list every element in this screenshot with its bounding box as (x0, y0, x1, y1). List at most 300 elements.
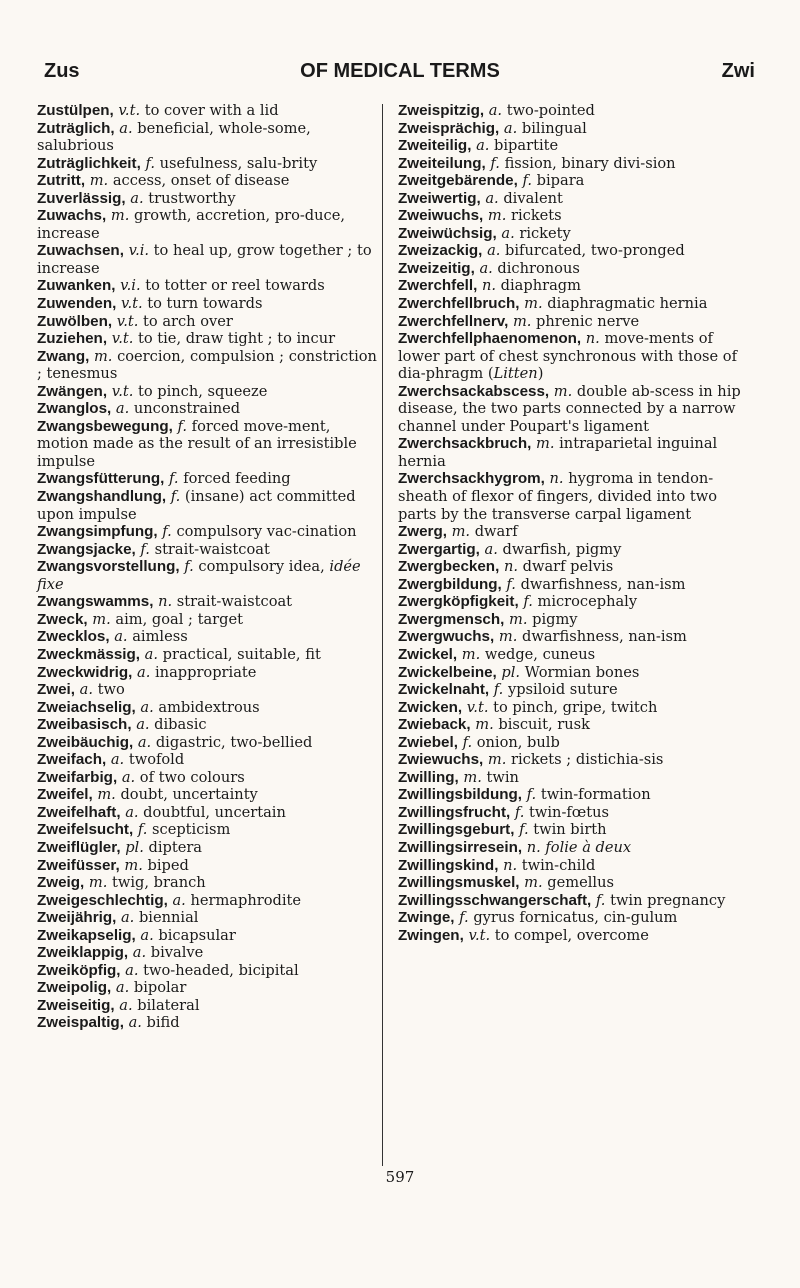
entry-definition: intraparietal inguinal hernia (398, 435, 718, 470)
dictionary-entry (37, 839, 382, 857)
page-title: OF MEDICAL TERMS (300, 60, 500, 82)
entry-definition: bifid (141, 1014, 180, 1032)
entry-part-of-speech: a. (125, 803, 139, 821)
entry-headword: Zweifüsser, (37, 856, 120, 874)
dictionary-entry (398, 874, 743, 892)
entry-part-of-speech: f. (169, 470, 179, 488)
page-number: 597 (385, 1168, 415, 1186)
entry-headword: Zweizeitig, (398, 259, 475, 277)
entry-definition: rickets ; distichia-sis (506, 751, 664, 769)
entry-headword: Zwerchfellphaenomenon, (398, 330, 582, 348)
dictionary-entry (37, 874, 382, 892)
entry-definition: two-pointed (502, 102, 595, 119)
entry-definition: access, onset of disease (108, 172, 290, 190)
entry-part-of-speech: m. (461, 645, 481, 663)
entry-definition: Wormian bones (520, 663, 640, 681)
entry-headword: Zweiwuchs, (398, 207, 484, 225)
entry-part-of-speech: a. (132, 944, 147, 962)
entry-part-of-speech: a. (79, 681, 93, 699)
entry-definition: bipara (532, 172, 585, 190)
entry-headword: Zwillingsgeburt, (398, 821, 515, 839)
entry-definition: onion, bulb (472, 733, 560, 751)
entry-part-of-speech: a. (144, 645, 158, 663)
right-guide-word: Zwi (721, 60, 755, 82)
entry-headword: Zweiseitig, (37, 996, 115, 1014)
dictionary-entry (398, 734, 743, 752)
entry-headword: Zweiachselig, (37, 698, 136, 716)
dictionary-entry (37, 681, 382, 699)
entry-headword: Zwergköpfigkeit, (398, 593, 519, 611)
entry-headword: Zuwachsen, (37, 242, 124, 260)
dictionary-entry (398, 470, 743, 523)
entry-part-of-speech: a. (503, 119, 518, 137)
entry-definition: twin pregnancy (605, 891, 726, 909)
dictionary-entry (398, 242, 743, 260)
entry-part-of-speech: pl. (501, 663, 521, 681)
entry-part-of-speech: a. (140, 698, 154, 716)
entry-definition: beneficial, whole-some, salubrious (37, 119, 311, 155)
entry-headword: Zuwachs, (37, 207, 107, 225)
dictionary-entry (398, 120, 743, 138)
entry-definition: double ab-scess in hip disease, the two parts connected by a narrow channel under Poupart's ligament (398, 382, 741, 435)
entry-part-of-speech: n. (158, 593, 173, 611)
dictionary-entry (37, 190, 382, 208)
dictionary-entry (37, 909, 382, 927)
dictionary-entry (398, 383, 743, 436)
entry-part-of-speech: pl. (125, 838, 144, 856)
entry-definition: doubtful, uncertain (138, 803, 286, 821)
dictionary-entry (398, 102, 743, 120)
entry-definition: ypsiloid suture (503, 681, 618, 699)
entry-definition: microcephaly (532, 593, 638, 611)
entry-headword: Zweck, (37, 610, 88, 628)
entry-part-of-speech: m. (508, 610, 528, 628)
entry-definition: to totter or reel towards (140, 277, 325, 295)
dictionary-entry (398, 927, 743, 945)
dictionary-entry (37, 997, 382, 1015)
entry-part-of-speech: a. (114, 628, 128, 646)
entry-headword: Zweibäuchig, (37, 733, 134, 751)
dictionary-entry (37, 786, 382, 804)
entry-part-of-speech: f. (514, 803, 525, 821)
entry-definition: dibasic (149, 716, 207, 734)
entry-definition: dwarf (470, 523, 518, 541)
entry-part-of-speech: m. (463, 768, 482, 786)
entry-part-of-speech: f. (459, 909, 469, 927)
entry-headword: Zwillingsbildung, (398, 786, 523, 804)
entry-part-of-speech: m. (475, 716, 494, 734)
entry-part-of-speech: v.t. (120, 295, 143, 313)
dictionary-entry (37, 207, 382, 242)
entry-definition: wedge, cuneus (480, 645, 596, 663)
entry-definition: biscuit, rusk (493, 716, 590, 734)
entry-definition: to cover with a lid (140, 102, 279, 119)
entry-headword: Zweifach, (37, 751, 107, 769)
entry-definition: diaphragmatic hernia (542, 295, 708, 313)
entry-part-of-speech: v.i. (128, 242, 150, 260)
entry-part-of-speech: a. (119, 996, 133, 1014)
entry-definition: diptera (143, 838, 203, 856)
entry-part-of-speech: n. (481, 277, 497, 295)
entry-headword: Zweifelsucht, (37, 821, 134, 839)
entry-headword: Zweisprächig, (398, 119, 500, 137)
entry-headword: Zweifel, (37, 786, 93, 804)
dictionary-entry (398, 260, 743, 278)
entry-part-of-speech: m. (89, 172, 109, 190)
entry-part-of-speech: a. (121, 768, 136, 786)
entry-headword: Zwangsfütterung, (37, 470, 165, 488)
entry-definition: bipartite (489, 137, 559, 155)
dictionary-entry (398, 137, 743, 155)
entry-italic-term: idée fixe (37, 558, 361, 593)
entry-part-of-speech: f. (523, 593, 533, 611)
entry-definition: to compel, overcome (490, 926, 649, 944)
entry-part-of-speech: a. (487, 242, 501, 260)
entry-part-of-speech: v.t. (118, 102, 141, 119)
entry-definition: phrenic nerve (531, 312, 640, 330)
entry-part-of-speech: m. (124, 856, 143, 874)
entry-definition: hermaphrodite (185, 891, 302, 909)
entry-definition: dichronous (492, 259, 580, 277)
entry-definition: twin-formation (536, 786, 651, 804)
entry-headword: Zwieback, (398, 716, 471, 734)
dictionary-entry (37, 821, 382, 839)
dictionary-entry (37, 769, 382, 787)
entry-part-of-speech: m. (88, 874, 108, 892)
entry-headword: Zuverlässig, (37, 189, 126, 207)
dictionary-entry (37, 541, 382, 559)
entry-headword: Zweig, (37, 874, 85, 892)
entry-definition: move-ments of lower part of chest synchronous with those of dia-phragm ( (398, 330, 737, 383)
dictionary-entry (398, 558, 743, 576)
entry-part-of-speech: m. (110, 207, 130, 225)
dictionary-entry (37, 295, 382, 313)
dictionary-entry (398, 225, 743, 243)
entry-part-of-speech: a. (501, 224, 515, 242)
dictionary-entry (398, 277, 743, 295)
dictionary-entry (398, 786, 743, 804)
entry-definition: of two colours (135, 768, 245, 786)
dictionary-entry (398, 716, 743, 734)
entry-headword: Zwiewuchs, (398, 751, 484, 769)
dictionary-entry (37, 857, 382, 875)
entry-definition: aimless (127, 628, 188, 646)
entry-definition: aim, goal ; target (110, 610, 243, 628)
entry-definition: hygroma in tendon-sheath of flexor of fingers, divided into two parts by the transverse carpal ligament (398, 470, 718, 523)
entry-definition-tail: ) (537, 365, 544, 383)
entry-definition: digastric, two-bellied (151, 733, 313, 751)
entry-headword: Zwinge, (398, 909, 455, 927)
dictionary-entry (37, 944, 382, 962)
entry-definition: (insane) act committed upon impulse (37, 488, 356, 523)
dictionary-entry (398, 751, 743, 769)
dictionary-entry (37, 1014, 382, 1032)
entry-headword: Zuziehen, (37, 330, 108, 348)
entry-headword: Zwerchsackabscess, (398, 382, 550, 400)
entry-part-of-speech: a. (488, 102, 503, 119)
entry-headword: Zweiteilig, (398, 137, 472, 155)
entry-part-of-speech: m. (451, 523, 471, 541)
entry-headword: Zweiwüchsig, (398, 224, 497, 242)
entry-headword: Zwickelbeine, (398, 663, 497, 681)
dictionary-entry (37, 716, 382, 734)
entry-definition: rickety (514, 224, 571, 242)
entry-part-of-speech: v.t. (468, 926, 491, 944)
dictionary-entry (37, 470, 382, 488)
dictionary-entry (37, 927, 382, 945)
dictionary-entry (398, 313, 743, 331)
entry-definition: to pinch, gripe, twitch (488, 698, 658, 716)
entry-part-of-speech: f. (162, 523, 172, 541)
entry-headword: Zwingen, (398, 926, 464, 944)
entry-headword: Zweifarbig, (37, 768, 118, 786)
entry-headword: Zuträglichkeit, (37, 154, 141, 172)
column-divider (382, 104, 383, 1166)
entry-definition: forced move-ment, motion made as the result of an irresistible impulse (37, 417, 357, 470)
entry-headword: Zutritt, (37, 172, 86, 190)
dictionary-entry (398, 435, 743, 470)
entry-headword: Zuträglich, (37, 119, 115, 137)
entry-definition: to turn towards (142, 295, 263, 313)
entry-definition: coercion, compulsion ; constriction ; tenesmus (37, 347, 377, 383)
entry-definition: scepticism (147, 821, 231, 839)
entry-headword: Zwillingsirresein, (398, 838, 523, 856)
entry-headword: Zweiflügler, (37, 838, 121, 856)
running-head (0, 60, 800, 86)
entry-part-of-speech: f. (170, 488, 181, 506)
entry-part-of-speech: a. (115, 979, 130, 997)
dictionary-entry (398, 646, 743, 664)
entry-definition: two-headed, bicipital (138, 961, 299, 979)
entry-headword: Zwergbildung, (398, 575, 502, 593)
entry-definition: bicapsular (153, 926, 236, 944)
entry-definition: gyrus fornicatus, cin-gulum (468, 909, 678, 927)
dictionary-entry (398, 664, 743, 682)
dictionary-entry (37, 664, 382, 682)
entry-definition: bipolar (129, 979, 187, 997)
entry-headword: Zwangsbewegung, (37, 417, 173, 435)
entry-definition: strait-waistcoat (172, 593, 293, 611)
entry-definition: strait-waistcoat (149, 540, 270, 558)
dictionary-entry (398, 523, 743, 541)
dictionary-entry (398, 207, 743, 225)
dictionary-entry (398, 892, 743, 910)
entry-headword: Zwangsvorstellung, (37, 558, 180, 576)
entry-definition: forced feeding (178, 470, 291, 488)
entry-definition: growth, accretion, pro-duce, increase (37, 207, 346, 242)
dictionary-entry (398, 699, 743, 717)
entry-part-of-speech: a. (137, 663, 151, 681)
entry-headword: Zwerchfell, (398, 277, 478, 295)
dictionary-entry (398, 909, 743, 927)
entry-part-of-speech: m. (536, 435, 555, 453)
dictionary-entry (37, 699, 382, 717)
entry-part-of-speech: a. (140, 926, 154, 944)
entry-headword: Zwickel, (398, 645, 458, 663)
entry-headword: Zwang, (37, 347, 90, 365)
dictionary-entry (398, 611, 743, 629)
entry-italic-term: folie à deux (545, 838, 632, 856)
entry-part-of-speech: a. (484, 540, 498, 558)
entry-part-of-speech: a. (476, 137, 490, 155)
entry-headword: Zwergmensch, (398, 610, 505, 628)
entry-headword: Zuwanken, (37, 277, 116, 295)
dictionary-entry (398, 330, 743, 383)
entry-part-of-speech: f. (145, 154, 155, 172)
entry-part-of-speech: n. (526, 838, 541, 856)
entry-definition: dwarfishness, nan-ism (517, 628, 687, 646)
entry-part-of-speech: m. (93, 347, 113, 365)
dictionary-entry (37, 488, 382, 523)
dictionary-entry (37, 646, 382, 664)
entry-part-of-speech: f. (526, 786, 537, 804)
entry-definition: trustworthy (143, 189, 236, 207)
entry-part-of-speech: m. (498, 628, 518, 646)
entry-definition: rickets (506, 207, 562, 225)
entry-headword: Zwangsjacke, (37, 540, 136, 558)
entry-definition: bilingual (517, 119, 587, 137)
entry-headword: Zweijährig, (37, 909, 117, 927)
entry-part-of-speech: f. (506, 575, 516, 593)
entry-definition: bilateral (132, 996, 200, 1014)
entry-part-of-speech: f. (522, 172, 533, 190)
entry-headword: Zweckmässig, (37, 645, 140, 663)
dictionary-entry (37, 751, 382, 769)
entry-headword: Zwangshandlung, (37, 488, 167, 506)
entry-italic-term: Litten (493, 365, 538, 383)
entry-headword: Zweiteilung, (398, 154, 486, 172)
entry-part-of-speech: a. (128, 1014, 142, 1032)
entry-definition: divalent (498, 189, 563, 207)
entry-headword: Zwängen, (37, 382, 108, 400)
left-column (37, 102, 382, 1032)
entry-headword: Zwerchfellnerv, (398, 312, 509, 330)
entry-headword: Zweiköpfig, (37, 961, 121, 979)
left-guide-word: Zus (44, 60, 80, 82)
entry-part-of-speech: a. (115, 400, 130, 418)
entry-headword: Zwangswamms, (37, 593, 154, 611)
dictionary-entry (398, 576, 743, 594)
entry-headword: Zweiklappig, (37, 944, 129, 962)
dictionary-entry (37, 979, 382, 997)
entry-headword: Zwillingsschwangerschaft, (398, 891, 592, 909)
dictionary-entry (398, 804, 743, 822)
entry-definition: bivalve (146, 944, 204, 962)
dictionary-entry (398, 769, 743, 787)
entry-definition: twin (481, 768, 519, 786)
entry-headword: Zwicken, (398, 698, 463, 716)
entry-part-of-speech: n. (503, 558, 518, 576)
entry-part-of-speech: a. (136, 716, 150, 734)
entry-headword: Zwerchsackhygrom, (398, 470, 545, 488)
entry-part-of-speech: m. (524, 295, 543, 313)
dictionary-entry (37, 804, 382, 822)
dictionary-entry (37, 611, 382, 629)
dictionary-entry (398, 155, 743, 173)
entry-definition: compulsory vac-cination (171, 523, 357, 541)
entry-headword: Zuwölben, (37, 312, 113, 330)
entry-headword: Zwergartig, (398, 540, 480, 558)
entry-part-of-speech: f. (184, 558, 194, 576)
entry-part-of-speech: f. (519, 821, 529, 839)
entry-headword: Zwillingsmuskel, (398, 874, 520, 892)
entry-headword: Zweigeschlechtig, (37, 891, 168, 909)
dictionary-entry (398, 839, 743, 857)
entry-headword: Zweikapselig, (37, 926, 136, 944)
entry-definition: fission, binary divi-sion (499, 154, 676, 172)
entry-definition: twin birth (528, 821, 607, 839)
entry-headword: Zwerg, (398, 523, 447, 541)
entry-part-of-speech: m. (553, 382, 573, 400)
entry-part-of-speech: f. (595, 891, 606, 909)
entry-headword: Zwilling, (398, 768, 459, 786)
dictionary-entry (398, 821, 743, 839)
entry-definition: bifurcated, two-pronged (500, 242, 685, 260)
entry-definition: gemellus (542, 874, 614, 892)
entry-definition: to heal up, grow together ; to increase (37, 242, 372, 277)
dictionary-entry (37, 102, 382, 120)
entry-part-of-speech: a. (172, 891, 186, 909)
entry-headword: Zweizackig, (398, 242, 483, 260)
dictionary-entry (37, 628, 382, 646)
entry-headword: Zweitgebärende, (398, 172, 518, 190)
entry-definition: twin-fœtus (524, 803, 609, 821)
entry-headword: Zwiebel, (398, 733, 458, 751)
dictionary-entry (398, 541, 743, 559)
entry-headword: Zweispaltig, (37, 1014, 124, 1032)
entry-part-of-speech: a. (125, 961, 139, 979)
entry-headword: Zweibasisch, (37, 716, 132, 734)
entry-definition: dwarfishness, nan-ism (515, 575, 686, 593)
entry-definition: to tie, draw tight ; to incur (133, 330, 336, 348)
entry-part-of-speech: m. (524, 874, 543, 892)
dictionary-entry (37, 400, 382, 418)
dictionary-entry (37, 734, 382, 752)
entry-headword: Zwei, (37, 681, 75, 699)
dictionary-entry (37, 277, 382, 295)
entry-headword: Zwangsimpfung, (37, 523, 158, 541)
entry-headword: Zwillingskind, (398, 856, 499, 874)
entry-part-of-speech: v.i. (120, 277, 141, 295)
entry-definition: inappropriate (150, 663, 257, 681)
entry-part-of-speech: m. (487, 207, 507, 225)
entry-part-of-speech: a. (137, 733, 152, 751)
entry-part-of-speech: a. (479, 259, 493, 277)
entry-part-of-speech: v.t. (466, 698, 489, 716)
entry-part-of-speech: m. (92, 610, 111, 628)
dictionary-entry (37, 558, 382, 593)
entry-headword: Zuwenden, (37, 295, 117, 313)
entry-definition: twig, branch (107, 874, 206, 892)
entry-part-of-speech: n. (585, 330, 600, 348)
entry-headword: Zwillingsfrucht, (398, 803, 511, 821)
entry-part-of-speech: m. (97, 786, 116, 804)
entry-headword: Zwergbecken, (398, 558, 500, 576)
entry-part-of-speech: v.t. (111, 330, 134, 348)
entry-headword: Zwecklos, (37, 628, 110, 646)
entry-definition: pigmy (527, 610, 578, 628)
entry-definition: compulsory idea, (193, 558, 330, 576)
dictionary-entry (398, 681, 743, 699)
entry-part-of-speech: f. (177, 417, 188, 435)
entry-definition: dwarf pelvis (517, 558, 614, 576)
entry-definition: practical, suitable, fit (157, 645, 321, 663)
entry-headword: Zwerchfellbruch, (398, 295, 520, 313)
entry-headword: Zweiwertig, (398, 189, 481, 207)
dictionary-entry (37, 523, 382, 541)
entry-headword: Zwergwuchs, (398, 628, 495, 646)
entry-definition: twofold (124, 751, 185, 769)
